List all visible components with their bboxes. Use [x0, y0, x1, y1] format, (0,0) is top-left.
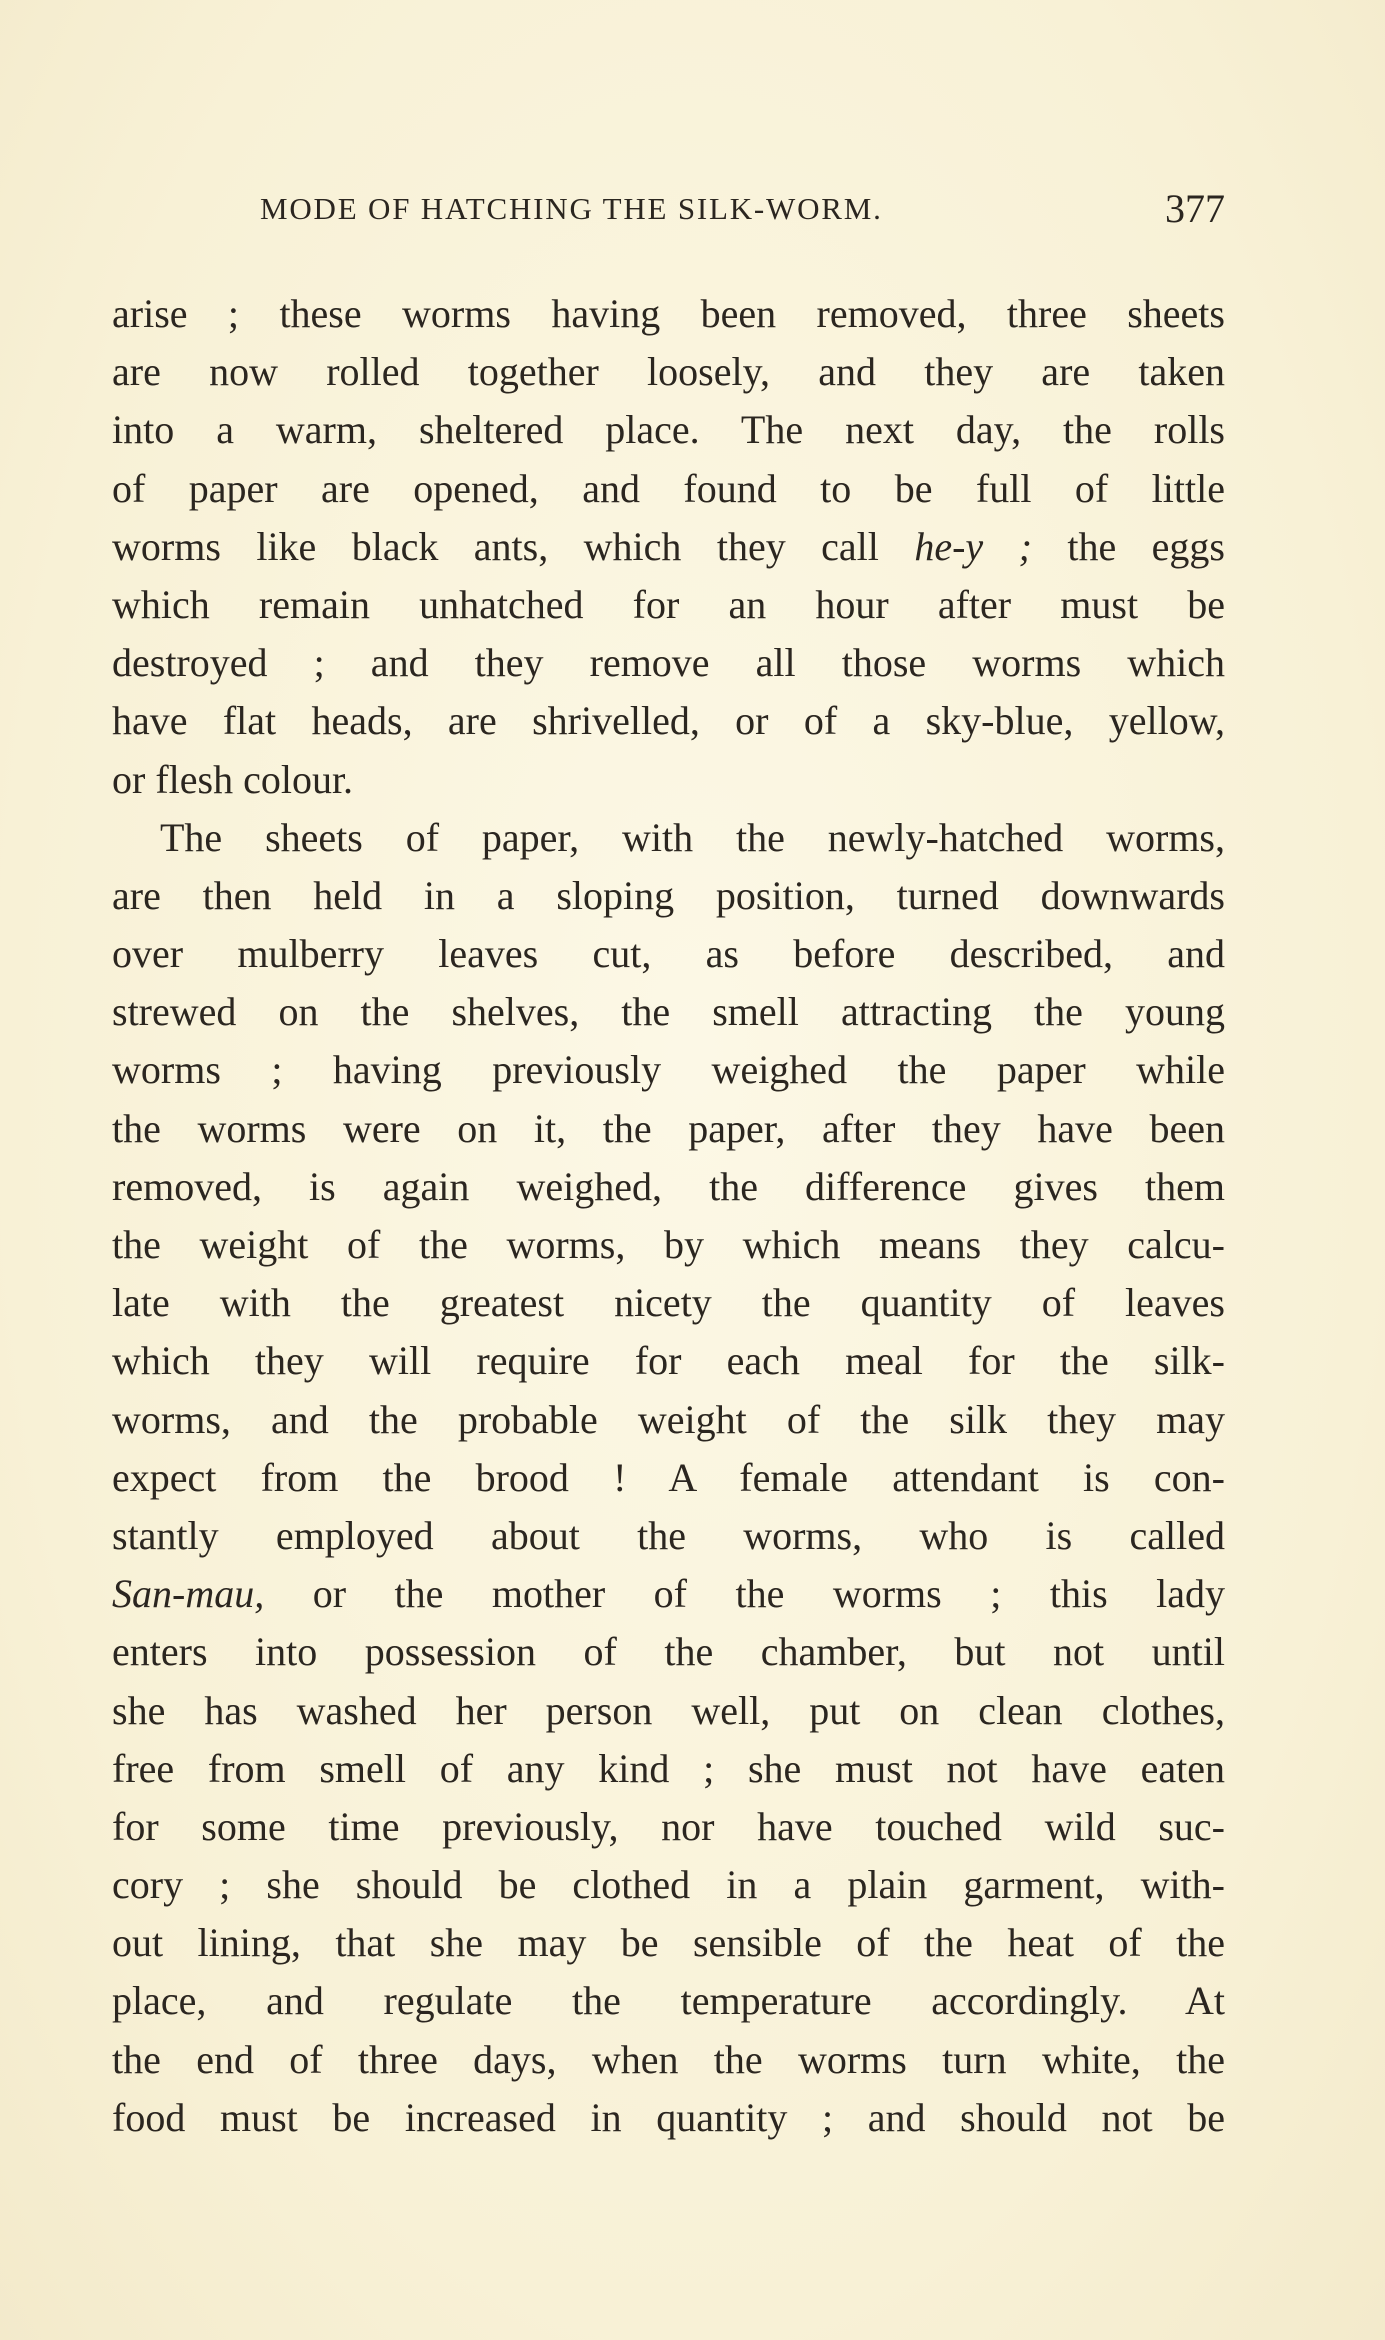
text-segment: enters into possession of the chamber, but not until — [112, 1629, 1225, 1675]
text-line — [112, 1565, 1225, 1623]
text-segment: which remain unhatched for an hour after must be — [112, 581, 1225, 627]
text-line — [112, 2031, 1225, 2089]
text-line — [112, 983, 1225, 1041]
text-line — [112, 1623, 1225, 1681]
running-title: MODE OF HATCHING THE SILK-WORM. — [260, 191, 883, 226]
italic-term: San-mau, — [112, 1571, 265, 1617]
text-segment: over mulberry leaves cut, as before described, and — [112, 931, 1225, 977]
text-segment: worms, and the probable weight of the silk they may — [112, 1396, 1225, 1442]
text-segment: out lining, that she may be sensible of the heat of the — [112, 1920, 1225, 1966]
text-segment: of paper are opened, and found to be full of little — [112, 465, 1225, 511]
text-line — [112, 1158, 1225, 1216]
text-segment: or flesh colour. — [112, 756, 354, 802]
text-line — [112, 1972, 1225, 2030]
text-line — [112, 1914, 1225, 1972]
text-line — [112, 692, 1225, 750]
text-line — [112, 751, 1225, 809]
text-line — [112, 460, 1225, 518]
text-line — [112, 1041, 1225, 1099]
text-segment: are then held in a sloping position, turned downwards — [112, 872, 1225, 918]
page-header — [112, 185, 1225, 235]
text-segment: she has washed her person well, put on clean clothes, — [112, 1687, 1225, 1733]
page-number: 377 — [1165, 186, 1225, 231]
text-line — [112, 1856, 1225, 1914]
text-segment: strewed on the shelves, the smell attracting the young — [112, 989, 1225, 1035]
italic-term: he-y ; — [914, 523, 1032, 569]
text-line — [112, 925, 1225, 983]
text-segment: worms like black ants, which they call — [112, 523, 915, 569]
text-line — [112, 809, 1225, 867]
text-segment: food must be increased in quantity ; and should not be — [112, 2094, 1225, 2140]
text-segment: place, and regulate the temperature accordingly. At — [112, 1978, 1225, 2024]
text-line — [112, 1216, 1225, 1274]
text-line — [112, 343, 1225, 401]
text-line — [112, 1391, 1225, 1449]
text-segment: The sheets of paper, with the newly-hatched worms, — [160, 814, 1225, 860]
text-line — [112, 1740, 1225, 1798]
text-segment: arise ; these worms having been removed, three sheets — [112, 291, 1225, 336]
text-line — [112, 1449, 1225, 1507]
text-segment: worms ; having previously weighed the paper while — [112, 1047, 1225, 1093]
text-segment: free from smell of any kind ; she must not have eaten — [112, 1745, 1225, 1791]
text-line — [112, 401, 1225, 459]
text-segment: the weight of the worms, by which means they calcu- — [112, 1222, 1225, 1267]
text-line — [112, 285, 1225, 343]
text-segment: or the mother of the worms ; this lady — [264, 1571, 1225, 1617]
text-segment: late with the greatest nicety the quantity of leaves — [112, 1280, 1225, 1326]
text-line — [112, 1798, 1225, 1856]
text-segment: the worms were on it, the paper, after they have been — [112, 1105, 1225, 1151]
text-segment: have flat heads, are shrivelled, or of a sky-blue, yellow, — [112, 698, 1225, 744]
text-segment: cory ; she should be clothed in a plain garment, with- — [112, 1862, 1225, 1908]
text-line — [112, 1332, 1225, 1390]
text-line — [112, 634, 1225, 692]
text-line — [112, 1507, 1225, 1565]
text-segment: expect from the brood ! A female attendant is con- — [112, 1454, 1225, 1500]
text-line — [112, 1100, 1225, 1158]
text-line — [112, 2089, 1225, 2147]
text-segment: into a warm, sheltered place. The next day, the rolls — [112, 407, 1225, 453]
text-segment: the eggs — [1031, 523, 1225, 569]
text-line — [112, 576, 1225, 634]
text-segment: stantly employed about the worms, who is called — [112, 1512, 1225, 1558]
body-text — [112, 285, 1225, 2147]
text-segment: removed, is again weighed, the difference gives them — [112, 1163, 1225, 1209]
text-line — [112, 1682, 1225, 1740]
text-segment: destroyed ; and they remove all those worms which — [112, 640, 1225, 686]
text-line — [112, 1274, 1225, 1332]
text-line — [112, 518, 1225, 576]
text-segment: the end of three days, when the worms turn white, the — [112, 2036, 1225, 2082]
text-segment: which they will require for each meal for the silk- — [112, 1338, 1225, 1384]
text-line — [112, 867, 1225, 925]
text-segment: are now rolled together loosely, and they are taken — [112, 349, 1225, 395]
text-segment: for some time previously, nor have touched wild suc- — [112, 1803, 1225, 1849]
